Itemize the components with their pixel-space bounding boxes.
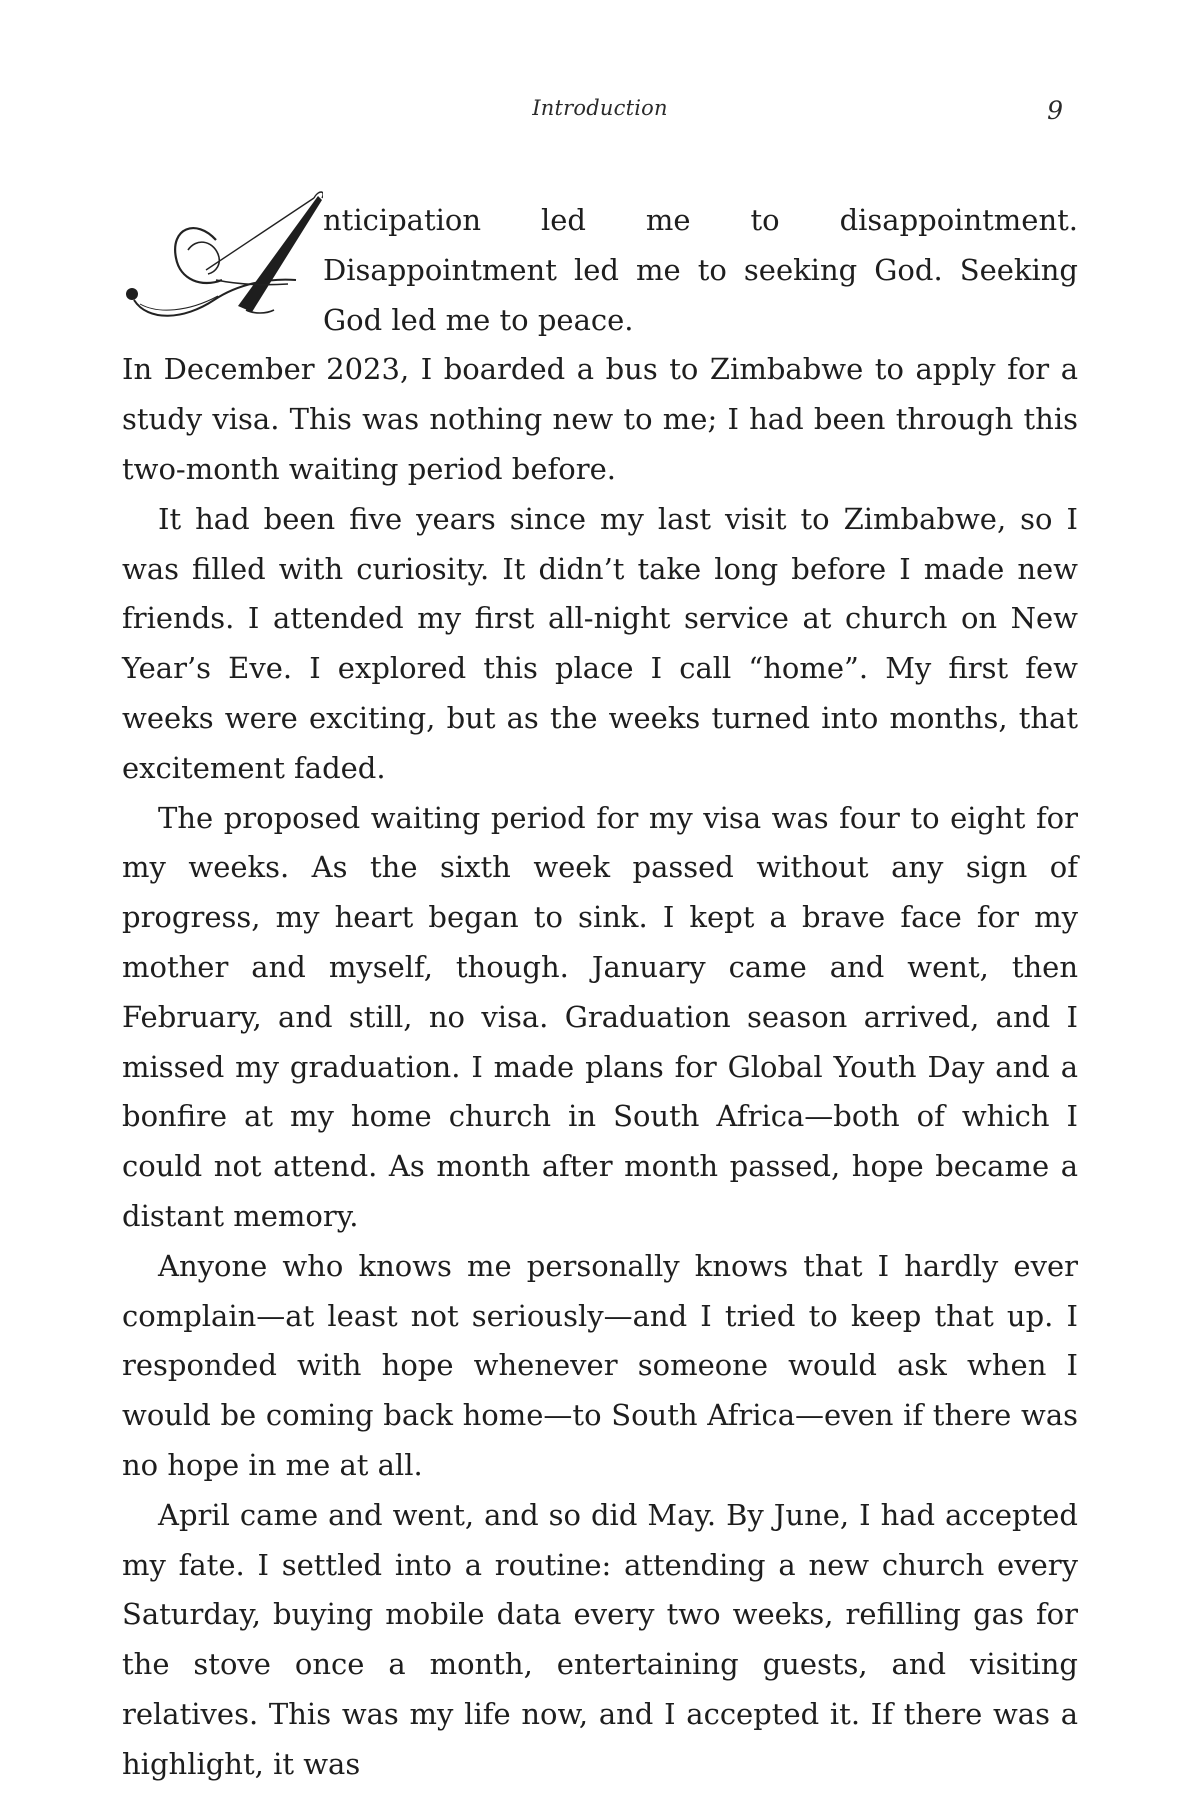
opening-line-3: God led me to peace.	[323, 302, 634, 337]
paragraph: Anyone who knows me personally knows that I hardly ever complain—at least not seriously—and I tried to keep that up. I responded with hope whenever someone would ask when I would be coming back home—to South Africa—even if there was no hope in me at all.	[122, 1248, 1078, 1482]
page-number: 9	[1047, 96, 1063, 125]
body-text	[122, 196, 1078, 1790]
opening-line-1: nticipation led me to disappointment.	[323, 203, 1078, 237]
paragraph: April came and went, and so did May. By June, I had accepted my fate. I settled into a routine: attending a new church every Saturday, buying mobile data every two weeks, refilling gas for the stove once a month, entertaining guests, and visiting relatives. This was my life now, and I accepted it. If there was a highlight, it was	[122, 1497, 1078, 1781]
opening-line-2: Disappointment led me to seeking God. Seeking	[323, 252, 1078, 287]
running-header	[0, 96, 1200, 130]
paragraph: The proposed waiting period for my visa was four to eight for my weeks. As the sixth week passed without any sign of progress, my heart began to sink. I kept a brave face for my mother and myself, though. January came and went, then February, and still, no visa. Graduation season arrived, and I missed my graduation. I made plans for Global Youth Day and a bonfire at my home church in South Africa—both of which I could not attend. As month after month passed, hope became a distant memory.	[122, 800, 1078, 1233]
paragraph: It had been five years since my last visit to Zimbabwe, so I was filled with curiosity. It didn’t take long before I made new friends. I attended my first all-night service at church on New Year’s Eve. I explored this place I call “home”. My first few weeks were exciting, but as the weeks turned into months, that excitement faded.	[122, 501, 1078, 785]
ornamental-script-a-icon	[118, 188, 323, 336]
chapter-title: Introduction	[532, 96, 668, 120]
opening-block	[122, 196, 1078, 345]
paragraph: In December 2023, I boarded a bus to Zimbabwe to apply for a study visa. This was nothing new to me; I had been through this two-month waiting period before.	[122, 352, 1078, 486]
